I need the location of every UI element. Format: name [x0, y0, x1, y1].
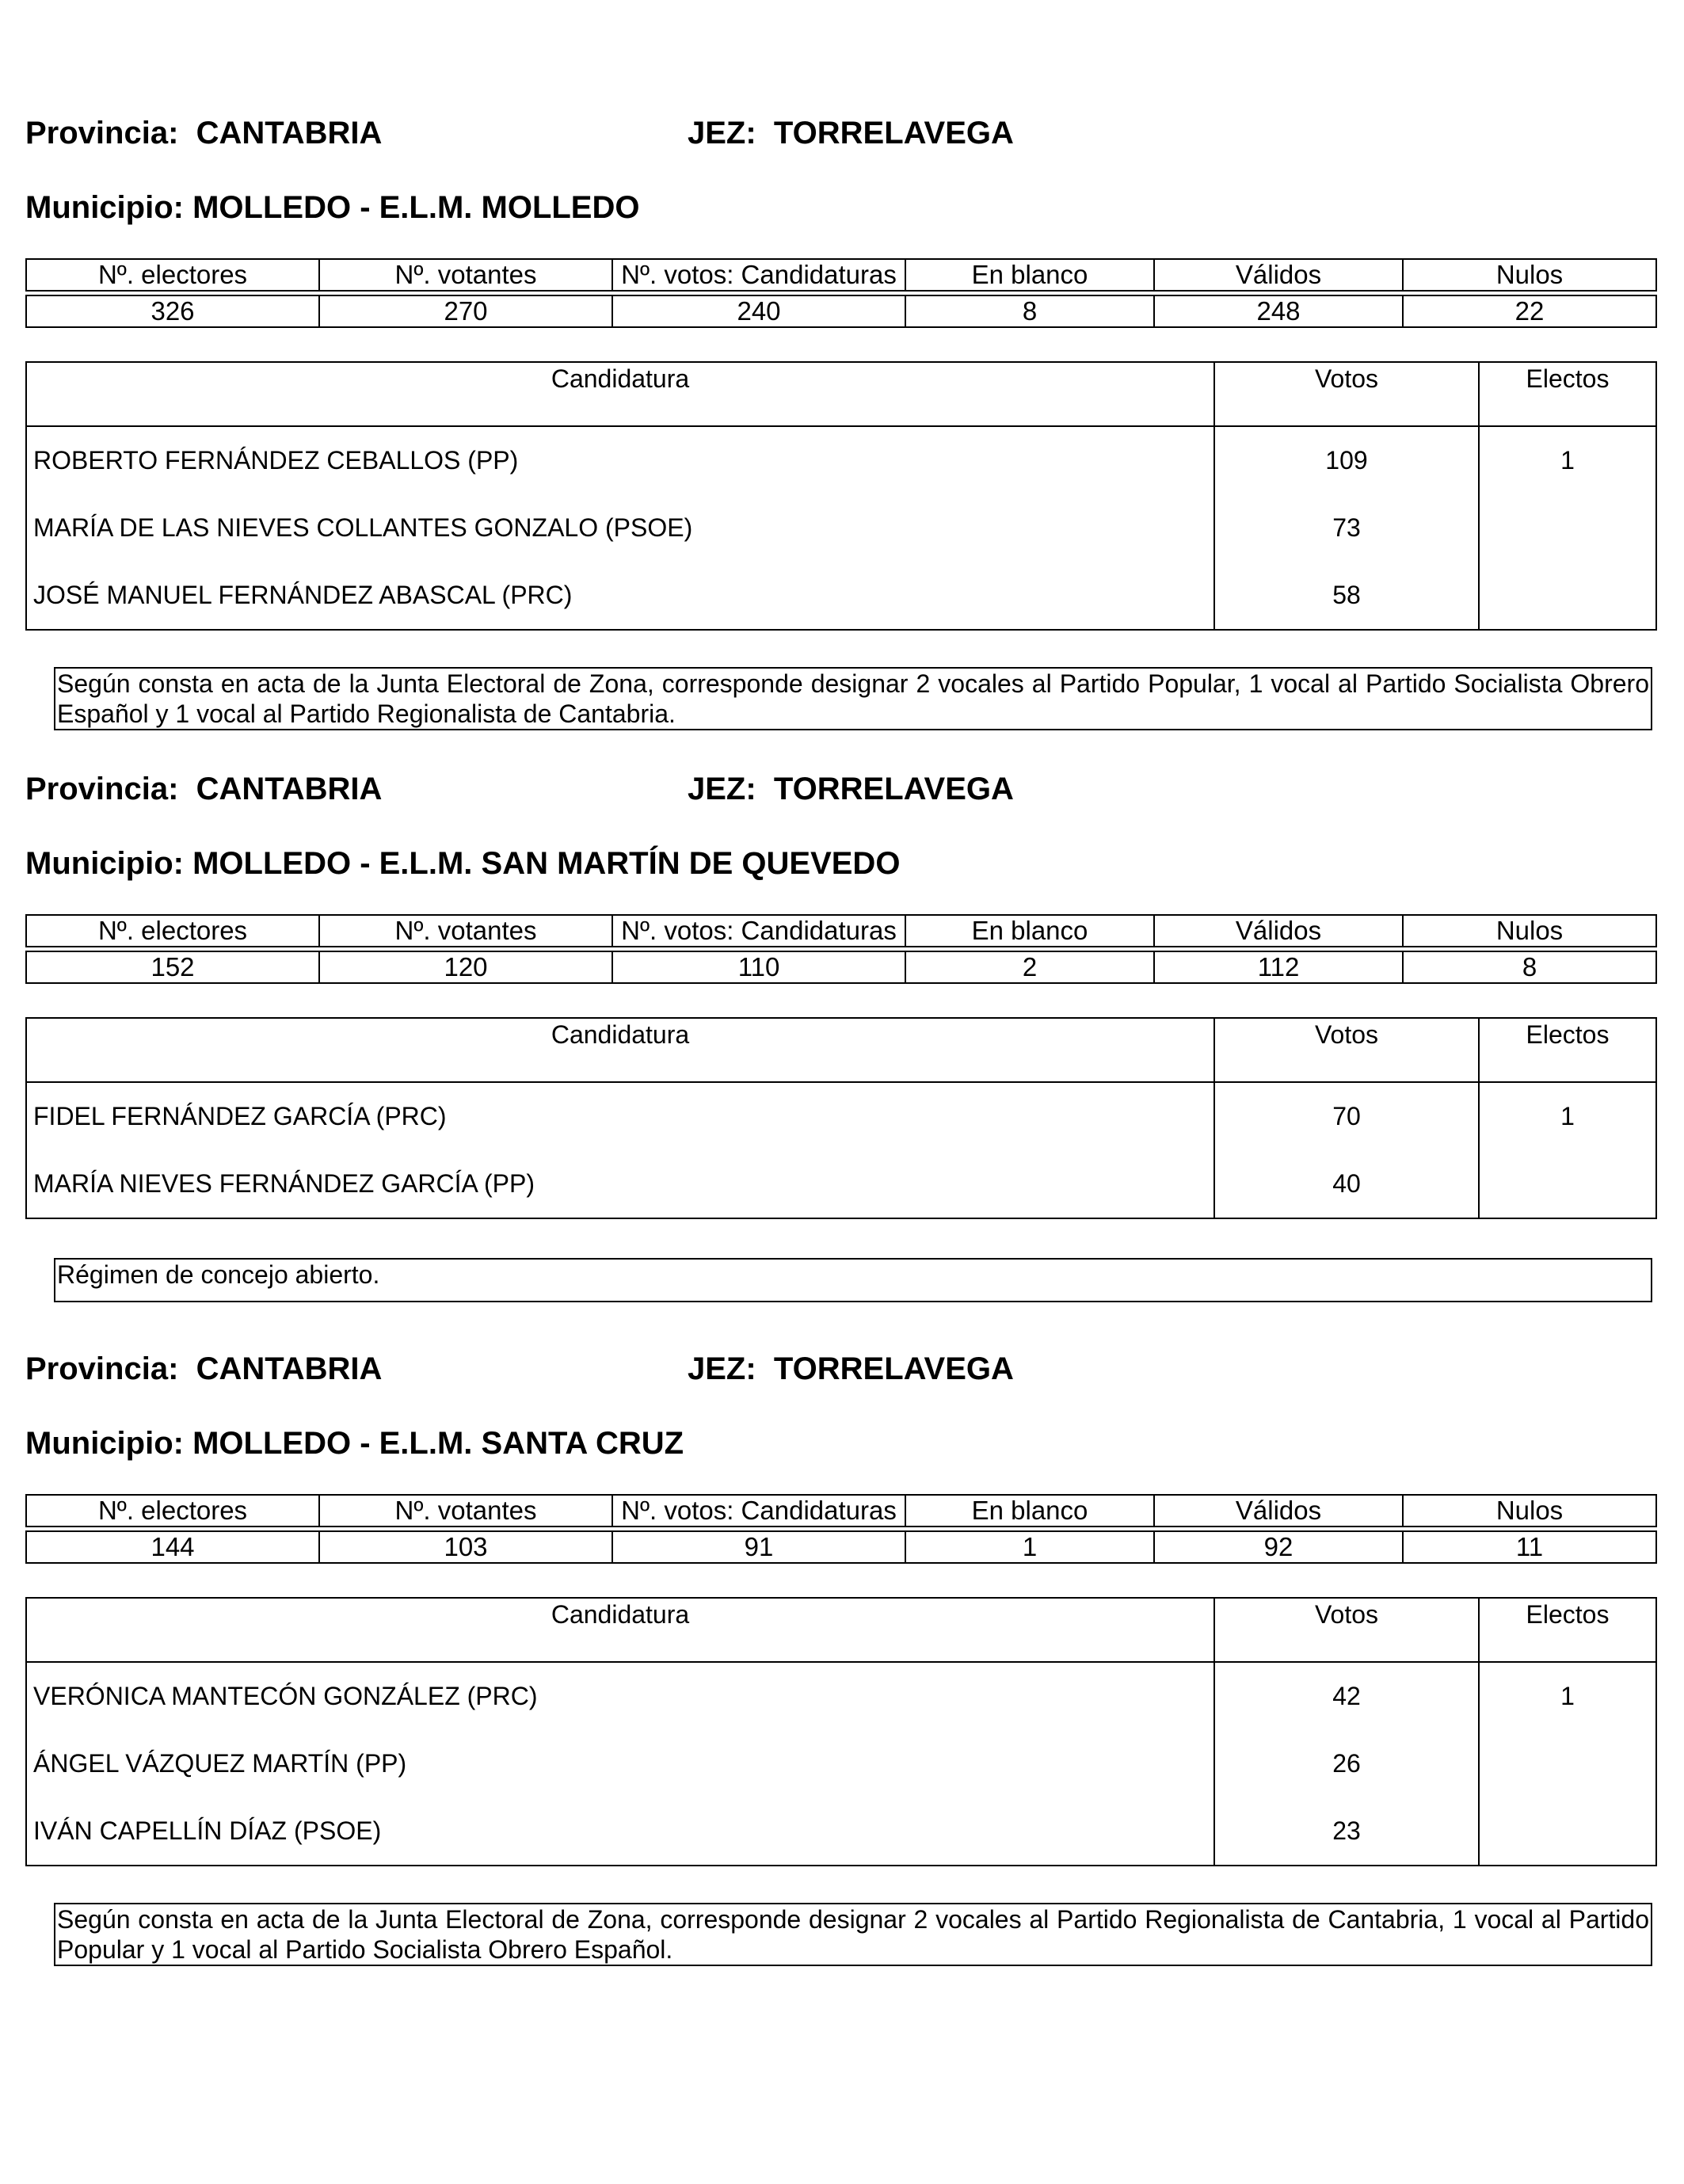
stats-header: Nulos [1403, 915, 1656, 947]
municipio-label: Municipio: [25, 1426, 184, 1461]
stats-value: 120 [319, 951, 612, 983]
candidate-elected: 1 [1479, 1662, 1656, 1730]
stats-value: 144 [26, 1531, 319, 1563]
municipio-line [25, 844, 900, 882]
stats-header: Nº. electores [26, 259, 319, 291]
candidate-elected [1479, 494, 1656, 562]
candidate-elected: 1 [1479, 426, 1656, 494]
stats-value: 8 [1403, 951, 1656, 983]
stats-value: 110 [612, 951, 905, 983]
jez-line [688, 1350, 1014, 1388]
provincia-line [25, 1350, 382, 1388]
stats-header: Válidos [1154, 915, 1403, 947]
stats-value: 326 [26, 295, 319, 327]
stats-header-row [26, 259, 1656, 291]
stats-value: 152 [26, 951, 319, 983]
stats-header: Nº. votos: Candidaturas [612, 259, 905, 291]
stats-value: 240 [612, 295, 905, 327]
candidate-row [26, 494, 1656, 562]
stats-value: 248 [1154, 295, 1403, 327]
jez-value: TORRELAVEGA [773, 1351, 1014, 1386]
electos-header: Electos [1479, 1598, 1656, 1662]
stats-header: Válidos [1154, 1495, 1403, 1527]
electos-header: Electos [1479, 362, 1656, 426]
stats-value: 11 [1403, 1531, 1656, 1563]
candidate-name: ROBERTO FERNÁNDEZ CEBALLOS (PP) [33, 446, 519, 475]
stats-header: Nº. votantes [319, 259, 612, 291]
candidate-votes: 70 [1214, 1082, 1479, 1150]
candidate-elected [1479, 1150, 1656, 1218]
stats-value-row [26, 951, 1656, 983]
candidates-header-row [26, 1018, 1656, 1082]
provincia-label: Provincia: [25, 772, 179, 806]
candidate-row [26, 1150, 1656, 1218]
stats-header: Nulos [1403, 1495, 1656, 1527]
candidatura-header: Candidatura [26, 1598, 1214, 1662]
stats-value-row [26, 1531, 1656, 1563]
candidate-votes: 42 [1214, 1662, 1479, 1730]
jez-label: JEZ: [688, 116, 756, 151]
candidate-elected: 1 [1479, 1082, 1656, 1150]
municipio-value: MOLLEDO - E.L.M. MOLLEDO [192, 190, 640, 225]
municipio-label: Municipio: [25, 190, 184, 225]
candidate-row [26, 426, 1656, 494]
stats-value: 270 [319, 295, 612, 327]
candidates-header-row [26, 362, 1656, 426]
jez-value: TORRELAVEGA [773, 772, 1014, 806]
candidate-votes: 40 [1214, 1150, 1479, 1218]
note-box: Según consta en acta de la Junta Electoral de Zona, corresponde designar 2 vocales al Partido Popular, 1 vocal al Partido Socialista Obrero Español y 1 vocal al Partido Regionalista de Cantabria. [54, 667, 1652, 730]
stats-table [25, 258, 1657, 328]
stats-header: Nº. electores [26, 915, 319, 947]
candidate-elected [1479, 1730, 1656, 1797]
candidate-votes: 109 [1214, 426, 1479, 494]
municipio-line [25, 1424, 684, 1462]
provincia-value: CANTABRIA [196, 116, 383, 151]
candidates-header-row [26, 1598, 1656, 1662]
provincia-label: Provincia: [25, 1351, 179, 1386]
stats-header: Nº. votos: Candidaturas [612, 1495, 905, 1527]
candidate-name: FIDEL FERNÁNDEZ GARCÍA (PRC) [33, 1102, 447, 1130]
candidate-row [26, 1082, 1656, 1150]
candidate-name: MARÍA DE LAS NIEVES COLLANTES GONZALO (PSOE) [33, 513, 693, 542]
candidate-row [26, 1797, 1656, 1866]
candidate-votes: 58 [1214, 562, 1479, 630]
candidates-table [25, 1597, 1657, 1866]
municipio-label: Municipio: [25, 846, 184, 881]
electos-header: Electos [1479, 1018, 1656, 1082]
stats-header: Nº. votantes [319, 915, 612, 947]
candidate-votes: 23 [1214, 1797, 1479, 1866]
jez-line [688, 770, 1014, 808]
stats-header: Nº. electores [26, 1495, 319, 1527]
candidate-name: MARÍA NIEVES FERNÁNDEZ GARCÍA (PP) [33, 1169, 535, 1198]
candidate-votes: 73 [1214, 494, 1479, 562]
municipio-line [25, 189, 640, 227]
votos-header: Votos [1214, 1018, 1479, 1082]
jez-label: JEZ: [688, 1351, 756, 1386]
stats-header: En blanco [905, 915, 1154, 947]
stats-value-row [26, 295, 1656, 327]
candidate-row [26, 1730, 1656, 1797]
votos-header: Votos [1214, 1598, 1479, 1662]
jez-label: JEZ: [688, 772, 756, 806]
candidate-name: JOSÉ MANUEL FERNÁNDEZ ABASCAL (PRC) [33, 581, 573, 609]
jez-line [688, 114, 1014, 152]
stats-value: 112 [1154, 951, 1403, 983]
stats-header: Nº. votos: Candidaturas [612, 915, 905, 947]
candidates-table [25, 361, 1657, 631]
candidate-name: IVÁN CAPELLÍN DÍAZ (PSOE) [33, 1816, 382, 1845]
note-box: Según consta en acta de la Junta Electoral de Zona, corresponde designar 2 vocales al Partido Regionalista de Cantabria, 1 vocal al Partido Popular y 1 vocal al Partido Socialista Obrero Español. [54, 1903, 1652, 1966]
candidate-name: ÁNGEL VÁZQUEZ MARTÍN (PP) [33, 1749, 407, 1778]
stats-value: 91 [612, 1531, 905, 1563]
candidatura-header: Candidatura [26, 362, 1214, 426]
candidatura-header: Candidatura [26, 1018, 1214, 1082]
stats-table [25, 914, 1657, 984]
candidate-name: VERÓNICA MANTECÓN GONZÁLEZ (PRC) [33, 1682, 538, 1710]
municipio-section-santa-cruz [25, 1236, 1655, 1964]
municipio-section-molledo [25, 0, 1655, 728]
votos-header: Votos [1214, 362, 1479, 426]
candidate-votes: 26 [1214, 1730, 1479, 1797]
stats-value: 92 [1154, 1531, 1403, 1563]
provincia-value: CANTABRIA [196, 772, 383, 806]
note-box: Régimen de concejo abierto. [54, 1258, 1652, 1302]
stats-header-row [26, 915, 1656, 947]
stats-header-row [26, 1495, 1656, 1527]
municipio-section-san-martin-de-quevedo [25, 656, 1655, 1313]
stats-header: En blanco [905, 1495, 1154, 1527]
stats-value: 1 [905, 1531, 1154, 1563]
stats-header: Válidos [1154, 259, 1403, 291]
candidate-row [26, 1662, 1656, 1730]
stats-value: 2 [905, 951, 1154, 983]
provincia-label: Provincia: [25, 116, 179, 151]
stats-header: Nº. votantes [319, 1495, 612, 1527]
stats-value: 103 [319, 1531, 612, 1563]
candidate-elected [1479, 562, 1656, 630]
stats-value: 22 [1403, 295, 1656, 327]
stats-table [25, 1494, 1657, 1564]
provincia-line [25, 770, 382, 808]
candidate-row [26, 562, 1656, 630]
candidates-table [25, 1017, 1657, 1219]
stats-value: 8 [905, 295, 1154, 327]
stats-header: En blanco [905, 259, 1154, 291]
municipio-value: MOLLEDO - E.L.M. SAN MARTÍN DE QUEVEDO [192, 846, 901, 881]
provincia-value: CANTABRIA [196, 1351, 383, 1386]
municipio-value: MOLLEDO - E.L.M. SANTA CRUZ [192, 1426, 684, 1461]
provincia-line [25, 114, 382, 152]
candidate-elected [1479, 1797, 1656, 1866]
jez-value: TORRELAVEGA [773, 116, 1014, 151]
stats-header: Nulos [1403, 259, 1656, 291]
